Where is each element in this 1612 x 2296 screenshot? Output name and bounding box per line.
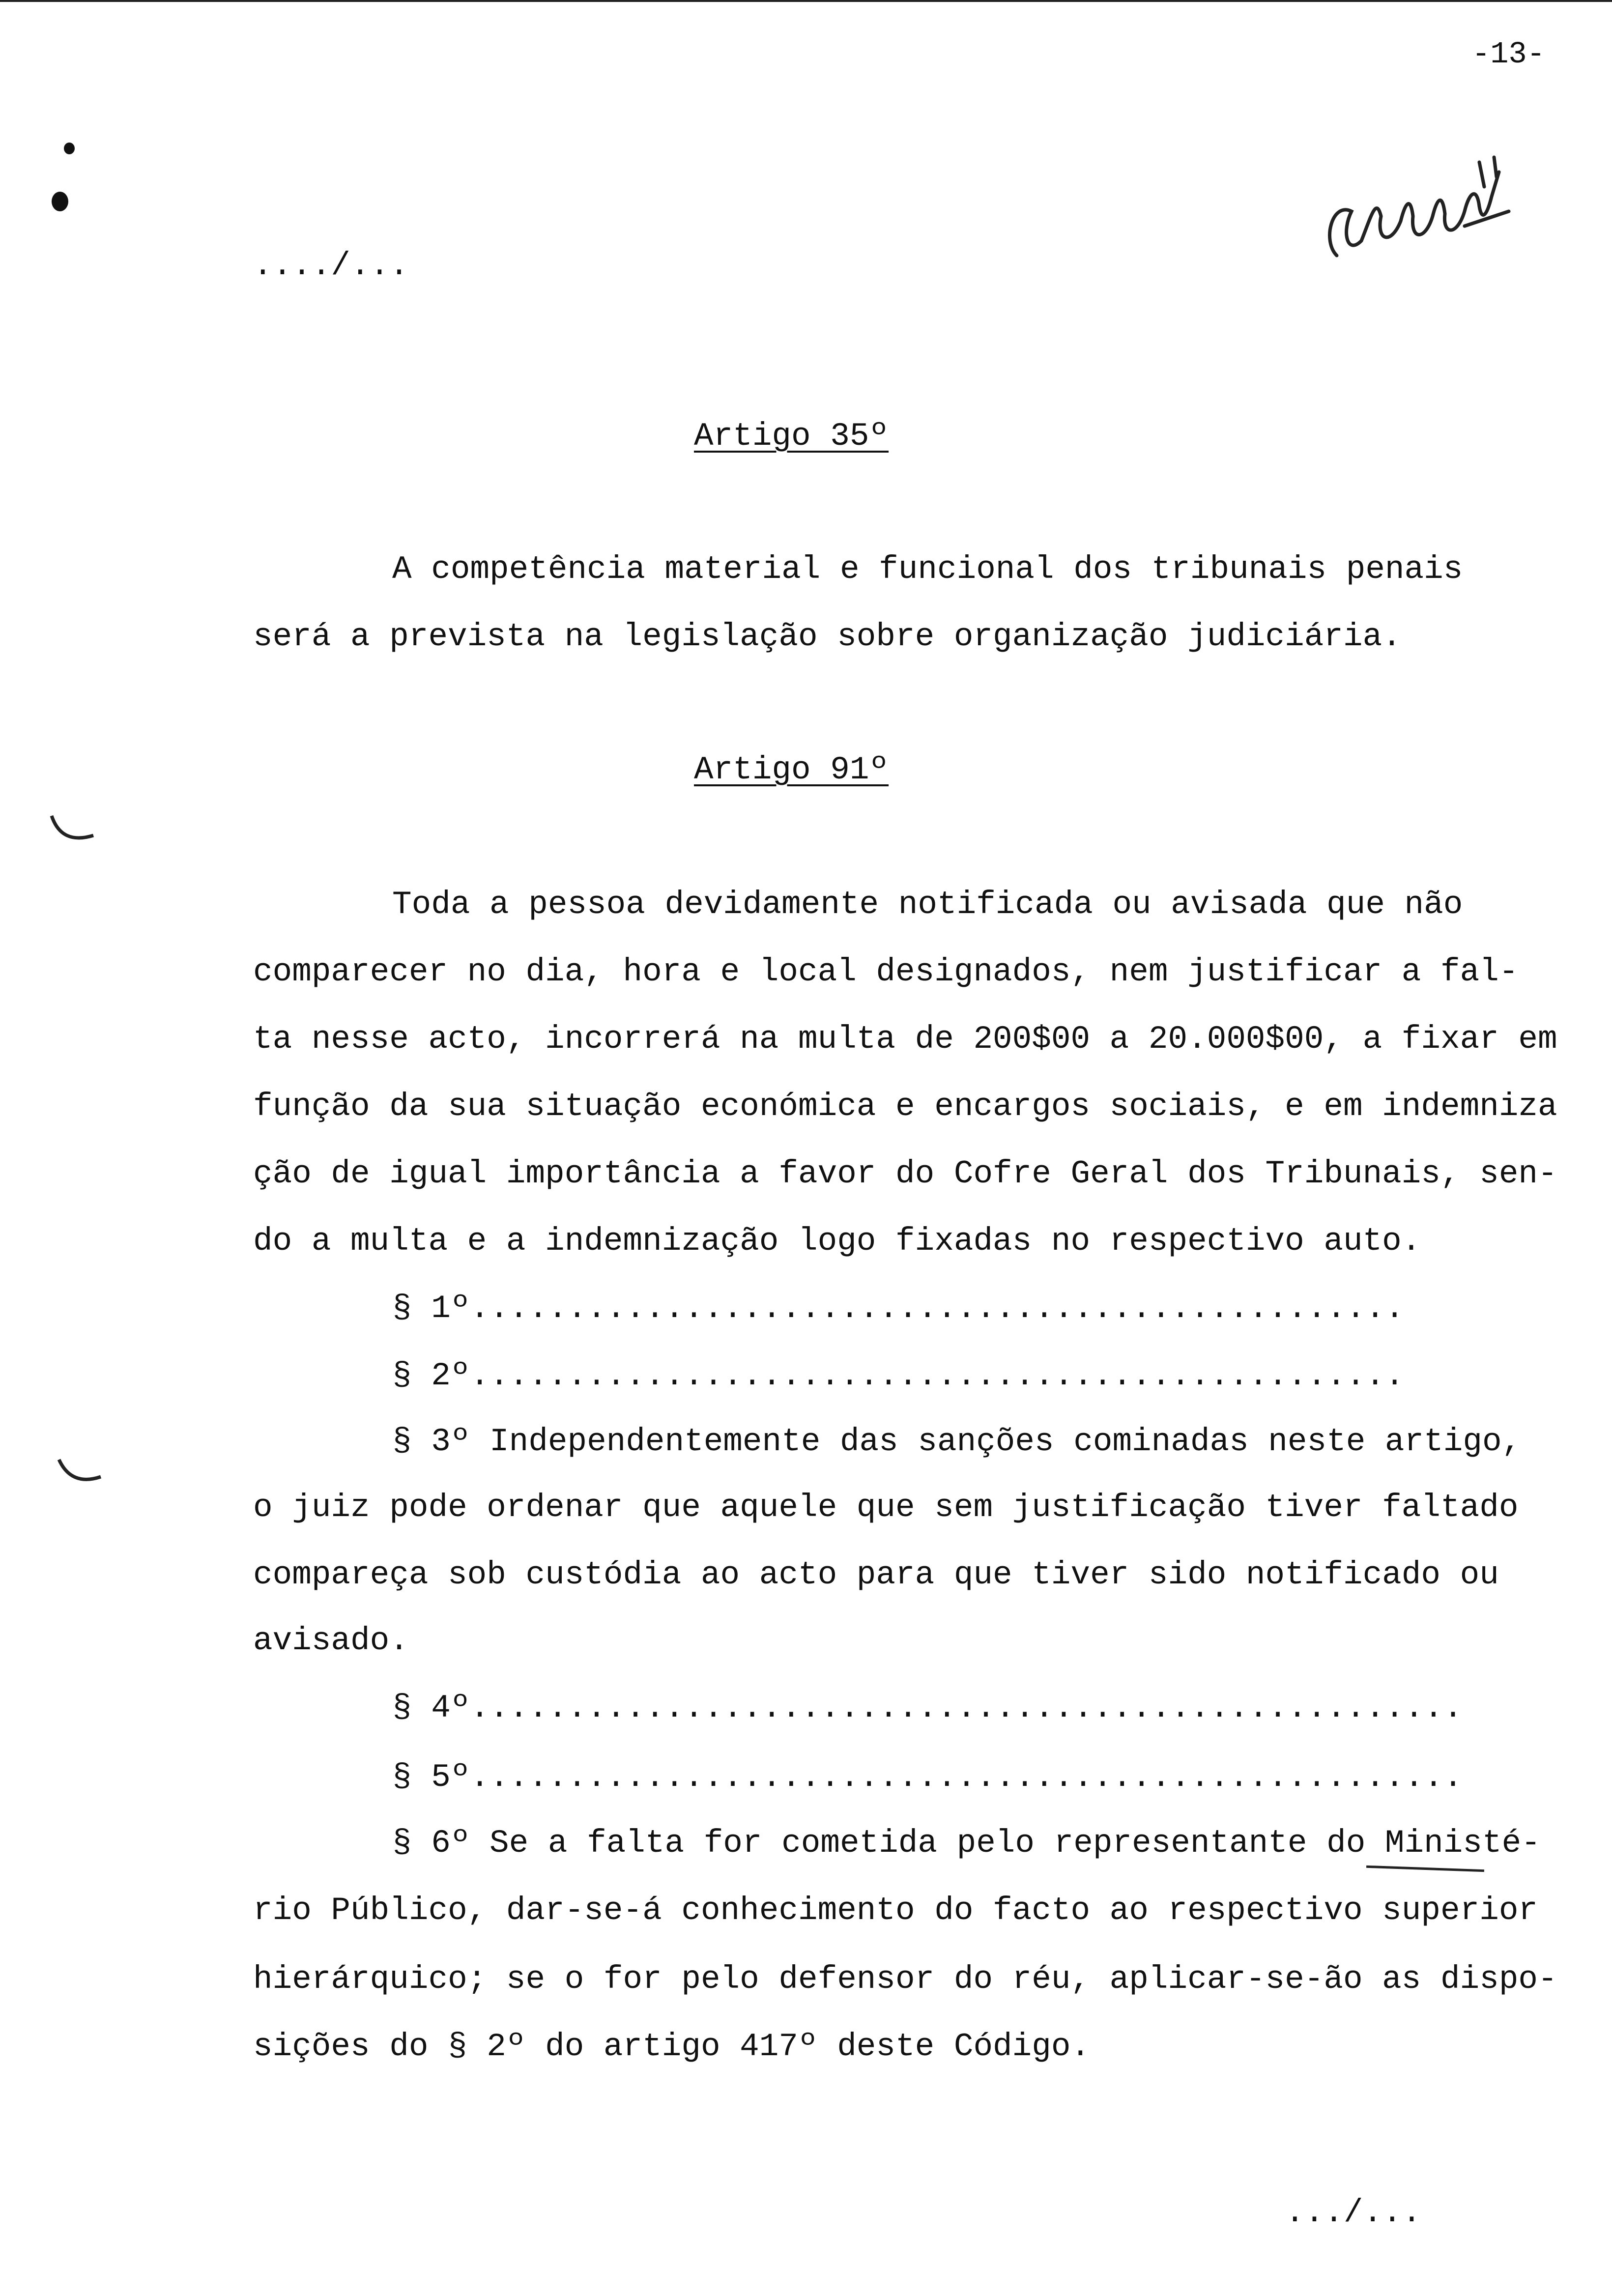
- article-35-heading: Artigo 35º: [694, 418, 889, 455]
- page-top-edge: [0, 0, 1612, 2]
- article-91-line: ção de igual importância a favor do Cofre Geral dos Tribunais, sen-: [253, 1155, 1557, 1192]
- paragraph-4-omitted: § 4º...................................................: [392, 1690, 1463, 1726]
- continuation-marker-bottom: .../...: [1285, 2194, 1422, 2231]
- article-91-line: comparecer no dia, hora e local designados, nem justificar a fal-: [253, 953, 1519, 990]
- article-91-line: ta nesse acto, incorrerá na multa de 200$00 a 20.000$00, a fixar em: [253, 1021, 1557, 1058]
- article-91-heading: Artigo 91º: [694, 751, 889, 788]
- paragraph-3-line: § 3º Independentemente das sanções cominadas neste artigo,: [392, 1423, 1522, 1460]
- article-35-line: A competência material e funcional dos tribunais penais: [392, 551, 1463, 588]
- paragraph-3-line: o juiz pode ordenar que aquele que sem justificação tiver faltado: [253, 1489, 1519, 1526]
- paragraph-2-omitted: § 2º................................................: [392, 1357, 1405, 1394]
- paragraph-5-omitted: § 5º...................................................: [392, 1759, 1463, 1796]
- scan-mark: [54, 1455, 108, 1494]
- scan-mark: [47, 811, 101, 850]
- handwritten-signature: [1317, 143, 1543, 285]
- article-91-line: do a multa e a indemnização logo fixadas no respectivo auto.: [253, 1223, 1421, 1260]
- article-35-line: será a prevista na legislação sobre organização judiciária.: [253, 618, 1402, 655]
- paragraph-6-line: rio Público, dar-se-á conhecimento do facto ao respectivo superior: [253, 1892, 1538, 1929]
- scan-speck: [64, 143, 75, 154]
- handwritten-underline: [1366, 1866, 1484, 1872]
- scan-speck: [52, 192, 68, 211]
- page-number: -13-: [1472, 37, 1545, 72]
- paragraph-6-line: hierárquico; se o for pelo defensor do réu, aplicar-se-ão as dispo-: [253, 1961, 1557, 1998]
- article-91-line: Toda a pessoa devidamente notificada ou avisada que não: [392, 886, 1463, 923]
- paragraph-6-line: § 6º Se a falta for cometida pelo representante do Ministé-: [392, 1825, 1541, 1862]
- paragraph-1-omitted: § 1º................................................: [392, 1290, 1405, 1327]
- continuation-marker-top: ..../...: [253, 247, 409, 284]
- paragraph-3-line: compareça sob custódia ao acto para que tiver sido notificado ou: [253, 1556, 1499, 1593]
- paragraph-6-line: sições do § 2º do artigo 417º deste Código.: [253, 2028, 1091, 2065]
- article-91-line: função da sua situação económica e encargos sociais, e em indemniza: [253, 1088, 1557, 1125]
- paragraph-3-line: avisado.: [253, 1622, 409, 1659]
